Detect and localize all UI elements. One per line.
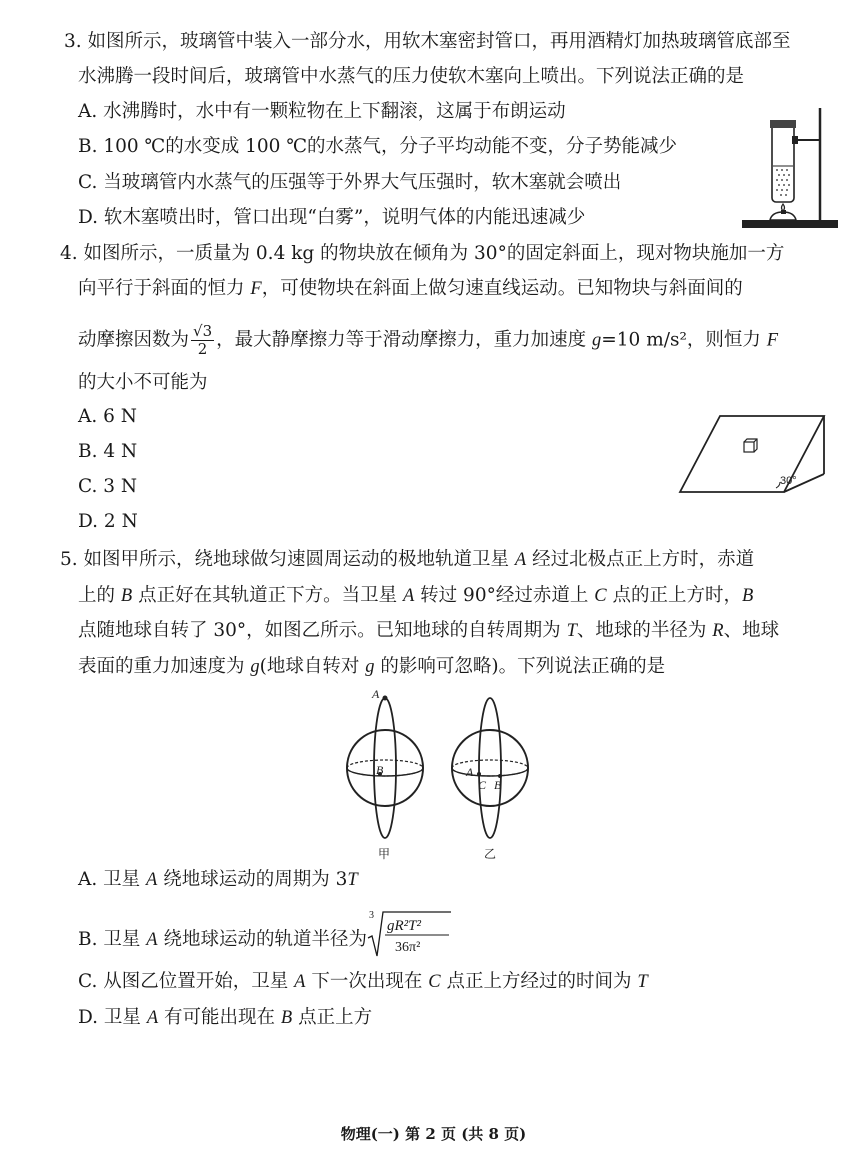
q5-orbit-figures [330, 688, 560, 863]
figure-jia [347, 687, 423, 861]
q5-line2: 上的 B 点正好在其轨道正下方。当卫星 A 转过 90°经过赤道上 C 点的正上方时，B [78, 585, 754, 606]
q3-stem-line2: 水沸腾一段时间后，玻璃管中水蒸气的压力使软木塞向上喷出。下列说法正确的是 [78, 66, 745, 87]
radical-denominator: 36π² [394, 940, 421, 955]
q4-line1: 4. 如图所示，一质量为 0.4 kg 的物块放在倾角为 30°的固定斜面上，现对物块施加一方 [60, 243, 785, 264]
radical-index: 3 [368, 910, 374, 921]
q4-option-d: D. 2 N [78, 511, 138, 532]
q3-option-c: C. 当玻璃管内水蒸气的压强等于外界大气压强时，软木塞就会喷出 [78, 172, 622, 193]
q5-line4: 表面的重力加速度为 g(地球自转对 g 的影响可忽略)。下列说法正确的是 [78, 656, 666, 677]
incline-angle-label: 30° [780, 475, 797, 487]
figure-yi [452, 698, 528, 861]
q4-line2: 向平行于斜面的恒力 F，可使物块在斜面上做匀速直线运动。已知物块与斜面间的 [78, 278, 743, 299]
q4-option-b: B. 4 N [78, 441, 138, 462]
radical-numerator: gR²T² [386, 918, 421, 934]
q3-option-d: D. 软木塞喷出时，管口出现“白雾”，说明气体的内能迅速减少 [78, 207, 586, 228]
q5-line1: 5. 如图甲所示，绕地球做匀速圆周运动的极地轨道卫星 A 经过北极点正上方时，赤道 [60, 549, 755, 570]
fig-jia-label-A: A [372, 687, 380, 701]
q5-option-c: C. 从图乙位置开始，卫星 A 下一次出现在 C 点正上方经过的时间为 T [78, 971, 648, 992]
q5-option-b: B. 卫星 A 绕地球运动的轨道半径为 3 gR²T² 36π² [78, 920, 453, 960]
page-footer: 物理(一) 第 2 页 (共 8 页) [340, 1125, 527, 1143]
q5-line3: 点随地球自转了 30°，如图乙所示。已知地球的自转周期为 T、地球的半径为 R、地球 [78, 620, 780, 641]
fig-yi-label-A: A [466, 765, 474, 779]
q4-incline-figure [678, 410, 828, 495]
q5-option-d: D. 卫星 A 有可能出现在 B 点正上方 [78, 1007, 373, 1028]
q4-option-c: C. 3 N [78, 476, 138, 497]
fig-yi-label-C: C [478, 778, 487, 792]
orbit-radius-radical [367, 910, 453, 960]
q3-apparatus-figure [740, 100, 840, 230]
friction-coefficient-fraction: $\frac{√3}{2}$ [193, 322, 213, 358]
q3-option-b: B. 100 ℃的水变成 100 ℃的水蒸气，分子平均动能不变，分子势能减少 [78, 136, 678, 157]
q4-line3: 动摩擦因数为 $\frac{√3}{2}$ ，最大静摩擦力等于滑动摩擦力，重力加速度 g=10 m/s²，则恒力 F [78, 322, 779, 358]
q3-option-a: A. 水沸腾时，水中有一颗粒物在上下翻滚，这属于布朗运动 [78, 101, 566, 122]
fig-jia-label-B: B [376, 763, 384, 777]
q4-line4: 的大小不可能为 [78, 372, 208, 393]
q4-option-a: A. 6 N [78, 406, 137, 427]
fig-jia-caption: 甲 [378, 847, 391, 861]
fig-yi-label-B: B [494, 778, 502, 792]
fig-yi-caption: 乙 [484, 847, 497, 861]
q5-option-a: A. 卫星 A 绕地球运动的周期为 3T [78, 869, 358, 890]
q3-stem-line1: 3. 如图所示，玻璃管中装入一部分水，用软木塞密封管口，再用酒精灯加热玻璃管底部至 [64, 31, 791, 52]
